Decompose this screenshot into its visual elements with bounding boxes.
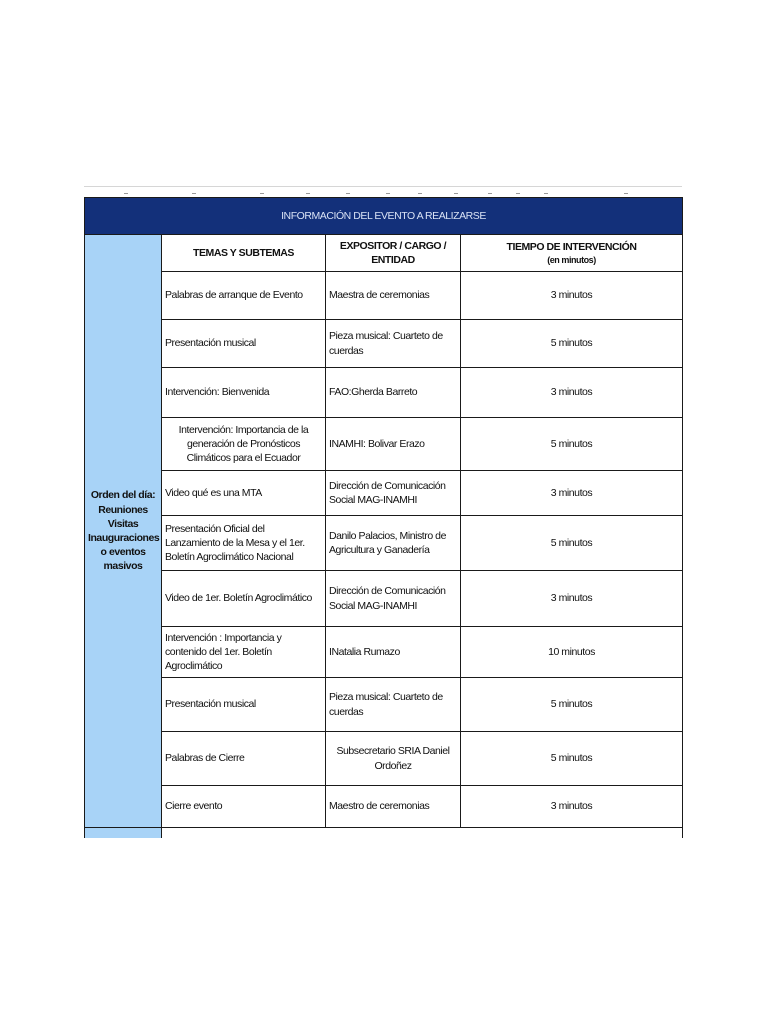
row-speaker: Subsecretario SRIA Daniel Ordoñez [326,732,461,786]
row-speaker: FAO:Gherda Barreto [326,368,461,418]
row-time: 3 minutos [461,272,683,320]
side-cell-continuation [85,828,162,839]
header-topic-label: TEMAS Y SUBTEMAS [193,246,294,259]
row-topic: Presentación Oficial del Lanzamiento de la Mesa y el 1er. Boletín Agroclimático Nacional [162,516,326,571]
row-time: 3 minutos [461,471,683,516]
agenda-side-label: Orden del día: Reuniones Visitas Inauguraciones o eventos masivos [85,235,162,828]
row-time: 3 minutos [461,368,683,418]
row-time: 5 minutos [461,418,683,471]
row-time: 10 minutos [461,627,683,678]
row-speaker: INAMHI: Bolivar Erazo [326,418,461,471]
row-time: 3 minutos [461,571,683,627]
row-topic: Presentación musical [162,678,326,732]
event-banner: INFORMACIÓN DEL EVENTO A REALIZARSE [85,198,683,235]
row-speaker: INatalia Rumazo [326,627,461,678]
header-time-sub: (en minutos) [547,255,596,266]
table-row [85,732,683,786]
row-continuation [162,828,683,839]
row-speaker: Danilo Palacios, Ministro de Agricultura y Ganadería [326,516,461,571]
table-row [85,471,683,516]
row-topic: Palabras de Cierre [162,732,326,786]
row-speaker: Pieza musical: Cuarteto de cuerdas [326,678,461,732]
row-topic: Intervención : Importancia y contenido del 1er. Boletín Agroclimático [162,627,326,678]
row-time: 3 minutos [461,786,683,828]
header-speaker [326,235,461,272]
row-speaker: Dirección de Comunicación Social MAG-INAMHI [326,571,461,627]
header-time-label: TIEMPO DE INTERVENCIÓN [506,240,637,253]
header-topic [162,235,326,272]
row-speaker: Pieza musical: Cuarteto de cuerdas [326,320,461,368]
table-row [85,627,683,678]
row-topic: Presentación musical [162,320,326,368]
table-row [85,368,683,418]
row-time: 5 minutos [461,516,683,571]
row-speaker: Maestra de ceremonias [326,272,461,320]
table-row [85,516,683,571]
table-row [85,418,683,471]
table-row [85,678,683,732]
row-time: 5 minutos [461,732,683,786]
row-speaker: Maestro de ceremonias [326,786,461,828]
row-topic: Video de 1er. Boletín Agroclimático [162,571,326,627]
header-speaker-label: EXPOSITOR / CARGO / ENTIDAD [339,239,447,266]
agenda-sheet [84,186,682,838]
row-topic: Intervención: Bienvenida [162,368,326,418]
spreadsheet-top-edge [84,186,682,197]
row-topic: Intervención: Importancia de la generación de Pronósticos Climáticos para el Ecuador [162,418,326,471]
row-time: 5 minutos [461,678,683,732]
header-time [461,235,683,272]
row-topic: Video qué es una MTA [162,471,326,516]
row-speaker: Dirección de Comunicación Social MAG-INAMHI [326,471,461,516]
row-topic: Cierre evento [162,786,326,828]
table-row [85,786,683,828]
row-topic: Palabras de arranque de Evento [162,272,326,320]
table-row [85,272,683,320]
table-row [85,320,683,368]
table-row-continuation [85,828,683,839]
row-time: 5 minutos [461,320,683,368]
agenda-table [84,197,683,838]
table-row [85,571,683,627]
